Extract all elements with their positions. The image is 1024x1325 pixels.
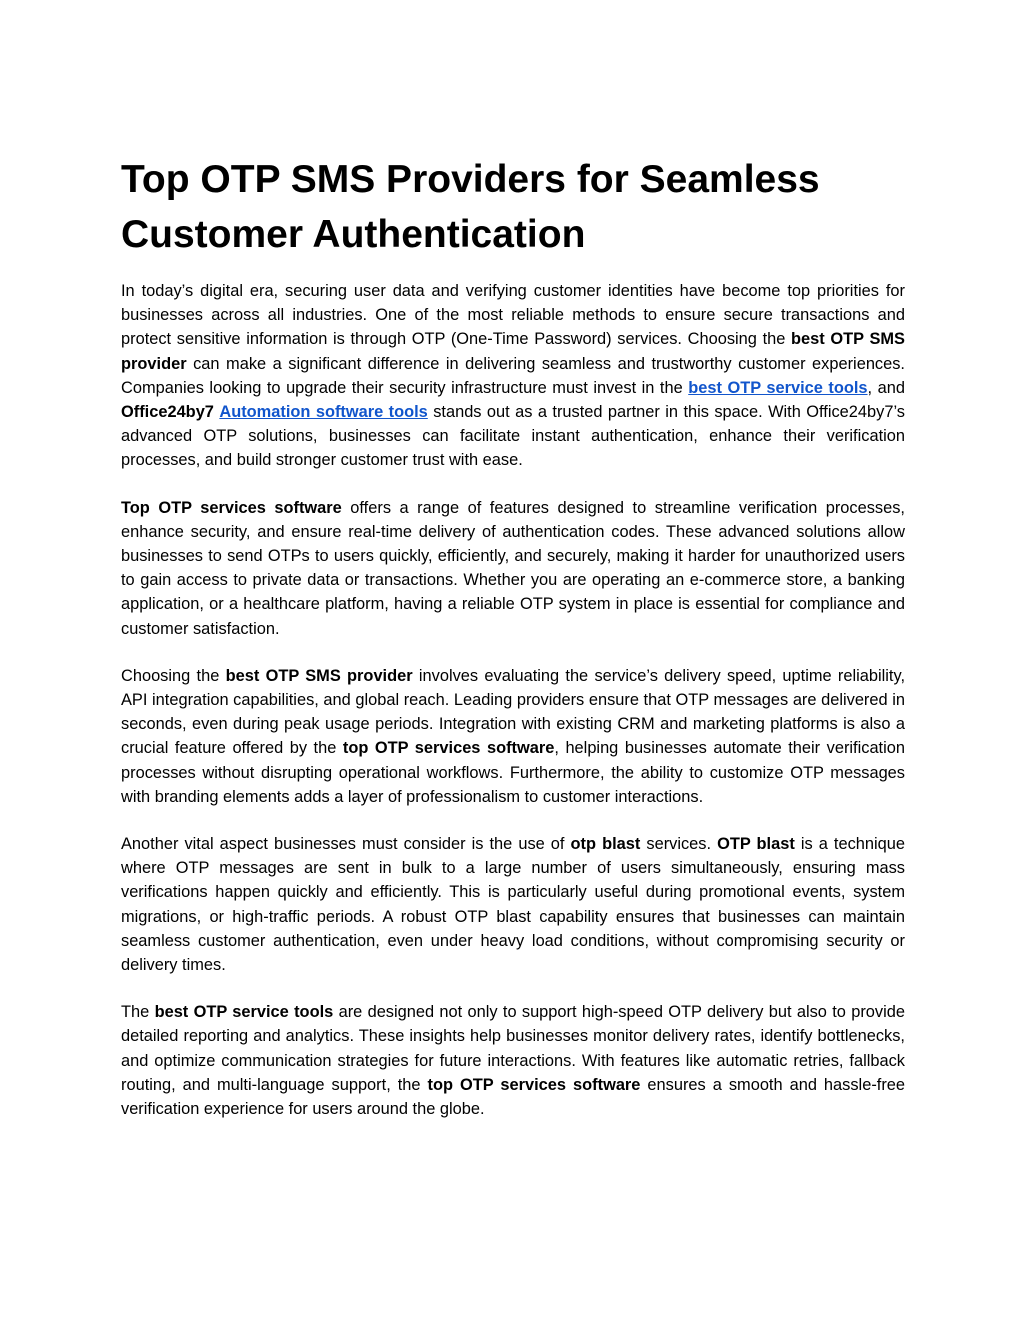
link-automation-software-tools[interactable]: Automation software tools [219,403,428,422]
paragraph-choosing: Choosing the best OTP SMS provider involves evaluating the service’s delivery speed, uptime reliability, API integration capabilities, and global reach. Leading providers ensure that OTP messages are delivered in seconds, even during peak usage periods. Integration with existing CRM and marketing platforms is also a crucial feature offered by the top OTP services software, helping businesses automate their verification processes without disrupting operational workflows. Furthermore, the ability to customize OTP messages with branding elements adds a layer of professionalism to customer interactions. [121,666,905,806]
title-line-1: Top OTP SMS Providers for Seamless [121,158,820,201]
bold-top-otp-services-software: Top OTP services software [121,498,342,517]
title-line-2: Customer Authentication [121,213,586,256]
bold-otp-blast-2: OTP blast [717,835,795,854]
bold-office24by7: Office24by7 [121,403,214,422]
page-title [121,152,905,262]
link-best-otp-service-tools[interactable]: best OTP service tools [688,378,868,397]
bold-top-otp-services-software: top OTP services software [342,739,555,758]
bold-otp-blast: otp blast [570,835,641,854]
paragraph-otp-blast: Another vital aspect businesses must consider is the use of otp blast services. OTP blast is a technique where OTP messages are sent in bulk to a large number of users simultaneously, ensuring mass verifications happen quickly and efficiently. This is particularly useful during promotional events, system migrations, or high-traffic periods. A robust OTP blast capability ensures that businesses can maintain seamless customer authentication, even under heavy load conditions, without compromising security or delivery times. [121,835,905,975]
bold-best-otp-sms-provider: best OTP SMS provider [225,666,413,685]
paragraph-intro: In today’s digital era, securing user data and verifying customer identities have become top priorities for businesses across all industries. One of the most reliable methods to ensure secure transactions and protect sensitive information is through OTP (One-Time Password) services. Choosing the best OTP SMS provider can make a significant difference in delivering seamless and trustworthy customer experiences. Companies looking to upgrade their security infrastructure must invest in the best OTP service tools, and Office24by7 Automation software tools stands out as a trusted partner in this space. With Office24by7’s advanced OTP solutions, businesses can facilitate instant authentication, enhance their verification processes, and build stronger customer trust with ease. [121,282,905,470]
paragraph-service-tools: The best OTP service tools are designed not only to support high-speed OTP delivery but also to provide detailed reporting and analytics. These insights help businesses monitor delivery rates, identify bottlenecks, and optimize communication strategies for future interactions. With features like automatic retries, fallback routing, and multi-language support, the top OTP services software ensures a smooth and hassle-free verification experience for users around the globe. [121,1003,906,1119]
bold-best-otp-service-tools: best OTP service tools [154,1003,334,1022]
paragraph-features: Top OTP services software offers a range of features designed to streamline verification processes, enhance security, and ensure real-time delivery of authentication codes. These advanced solutions allow businesses to send OTPs to users quickly, efficiently, and securely, making it harder for unauthorized users to gain access to private data or transactions. Whether you are operating an e-commerce store, a banking application, or a healthcare platform, having a reliable OTP system in place is essential for compliance and customer satisfaction. [121,498,905,638]
bold-best-otp-sms-provider: best OTP SMS provider [121,330,905,373]
article-body [121,279,905,1121]
bold-top-otp-services-software: top OTP services software [427,1075,641,1094]
